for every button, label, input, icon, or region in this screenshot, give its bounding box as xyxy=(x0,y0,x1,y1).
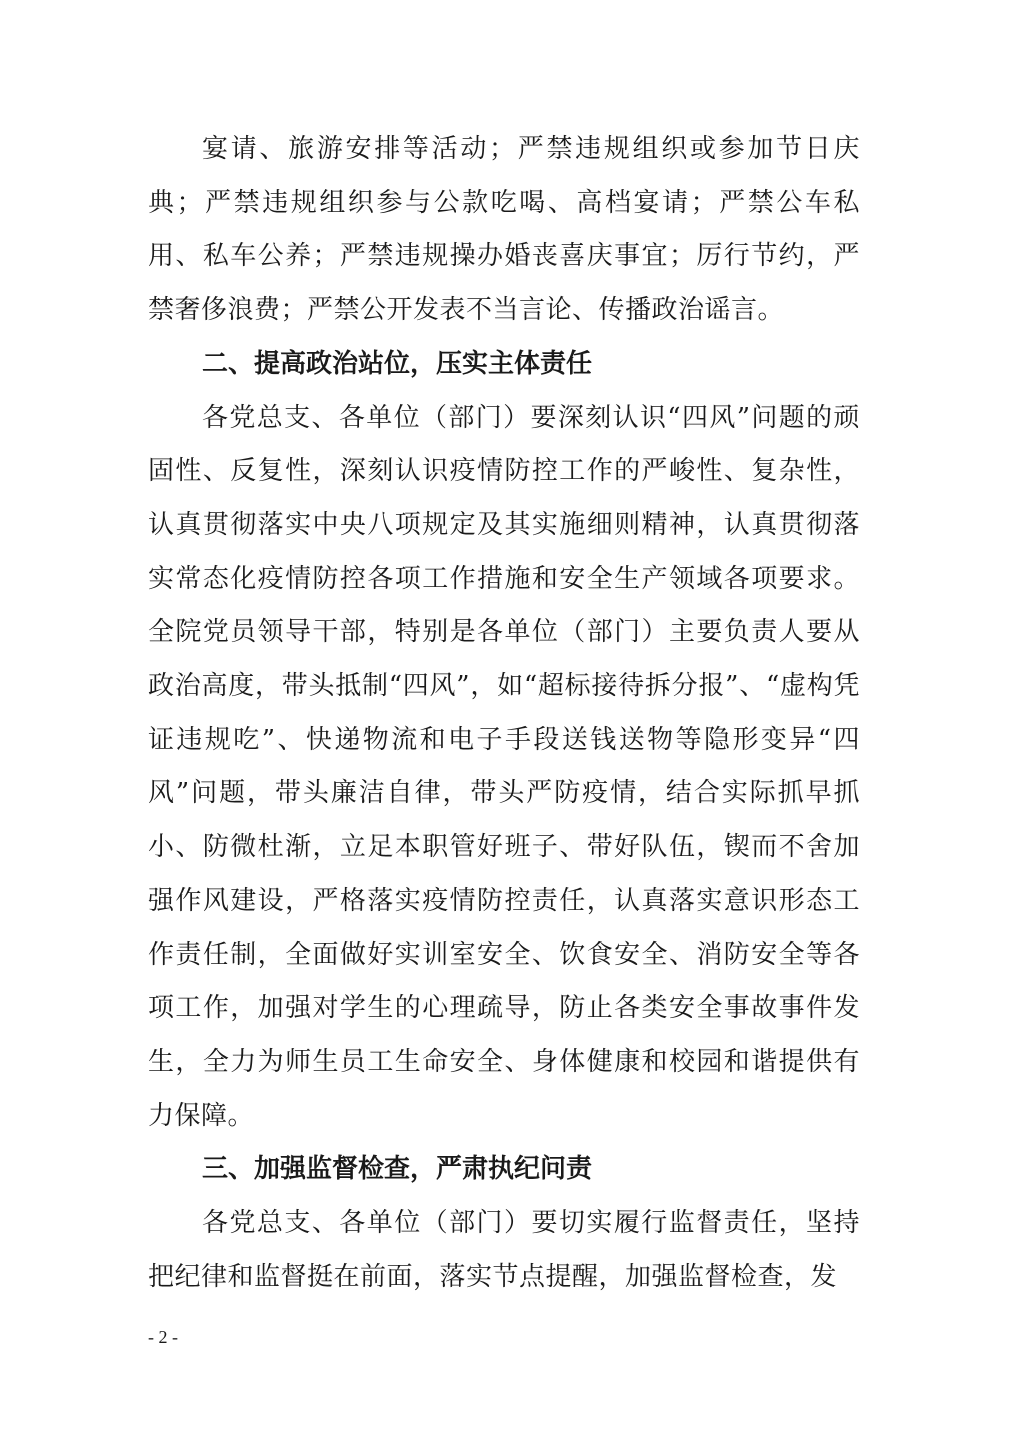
paragraph-1: 宴请、旅游安排等活动；严禁违规组织或参加节日庆典；严禁违规组织参与公款吃喝、高档宴请；严禁公车私用、私车公养；严禁违规操办婚丧喜庆事宜；厉行节约，严禁奢侈浪费；严禁公开发表不当言论、传播政治谣言。 xyxy=(148,134,860,326)
section-heading-3: 三、加强监督检查，严肃执纪问责 xyxy=(202,1154,593,1185)
paragraph-2: 各党总支、各单位（部门）要深刻认识“四风”问题的顽固性、反复性，深刻认识疫情防控工作的严峻性、复杂性，认真贯彻落实中央八项规定及其实施细则精神，认真贯彻落实常态化疫情防控各项工作措施和安全生产领域各项要求。全院党员领导干部，特别是各单位（部门）主要负责人要从政治高度，带头抵制“四风”，如“超标接待拆分报”、“虚构凭证违规吃”、快递物流和电子手段送钱送物等隐形变异“四风”问题，带头廉洁自律，带头严防疫情，结合实际抓早抓小、防微杜渐，立足本职管好班子、带好队伍，锲而不舍加强作风建设，严格落实疫情防控责任，认真落实意识形态工作责任制，全面做好实训室安全、饮食安全、消防安全等各项工作，加强对学生的心理疏导，防止各类安全事故事件发生，全力为师生员工生命安全、身体健康和校园和谐提供有力保障。 xyxy=(148,402,860,1131)
document-body xyxy=(148,123,860,1304)
page-number: - 2 - xyxy=(148,1327,178,1347)
paragraph-3: 各党总支、各单位（部门）要切实履行监督责任，坚持把纪律和监督挺在前面，落实节点提醒，加强监督检查，发 xyxy=(148,1208,860,1292)
section-heading-2: 二、提高政治站位，压实主体责任 xyxy=(202,348,593,379)
